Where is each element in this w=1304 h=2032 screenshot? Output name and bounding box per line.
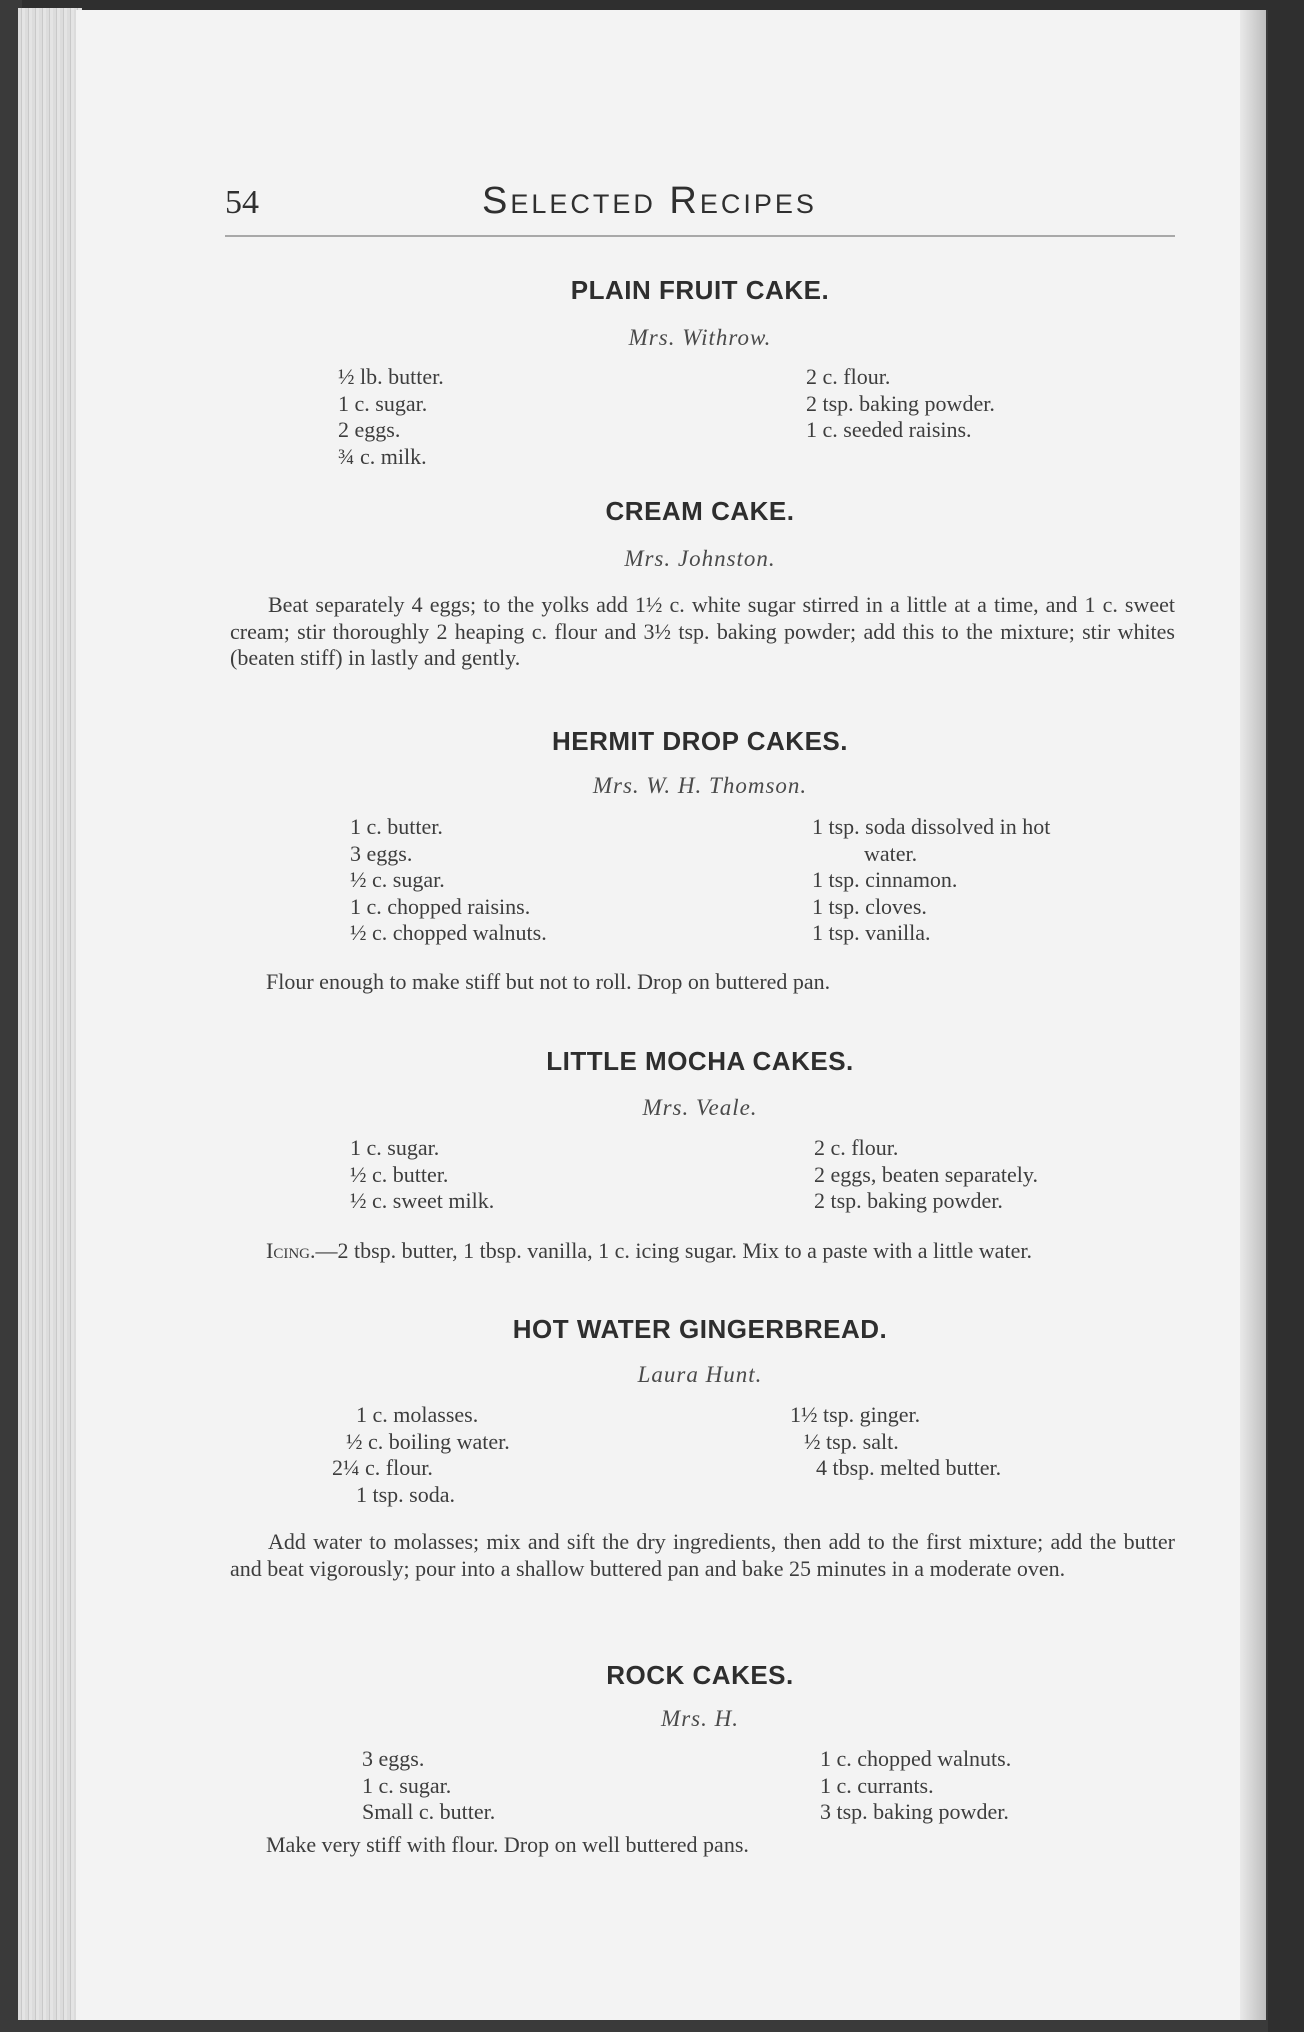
- ingredient: 1 c. sugar.: [338, 390, 428, 416]
- ingredient: 1 tsp. vanilla.: [812, 920, 931, 945]
- recipe-author: Mrs. Veale.: [642, 1095, 758, 1120]
- running-head: Selected Recipes: [482, 180, 817, 222]
- ingredient: ½ tsp. salt.: [804, 1428, 899, 1454]
- ingredient: ½ c. chopped walnuts.: [350, 920, 547, 945]
- recipe-author: Laura Hunt.: [637, 1362, 763, 1387]
- ingredients-right: [812, 814, 1050, 947]
- ingredient: water.: [864, 840, 918, 866]
- ingredients-right: [790, 1402, 1001, 1482]
- ingredient: ½ c. sweet milk.: [350, 1188, 495, 1213]
- ingredient: 1 c. chopped walnuts.: [820, 1746, 1012, 1771]
- ingredient: 2 eggs.: [338, 417, 401, 442]
- ingredient: 3 eggs.: [362, 1746, 425, 1771]
- ingredient: 1 c. currants.: [820, 1772, 934, 1798]
- ingredient: ¾ c. milk.: [338, 443, 427, 469]
- scan-frame-right: [1268, 0, 1304, 2032]
- ingredient: 2 tsp. baking powder.: [806, 390, 995, 416]
- ingredient: 1 c. chopped raisins.: [350, 893, 531, 919]
- recipe-title: CREAM CAKE.: [605, 496, 795, 526]
- ingredient: 1 c. butter.: [350, 814, 443, 839]
- ingredient: 2 c. flour.: [814, 1135, 899, 1160]
- icing-note: [228, 1238, 1173, 1265]
- recipe-method: Make very stiff with flour. Drop on well buttered pans.: [266, 1832, 749, 1857]
- icing-label: Icing.: [266, 1238, 316, 1263]
- ingredient: 1 tsp. cinnamon.: [812, 867, 958, 892]
- ingredients-left: [350, 814, 547, 947]
- ingredients-left: [338, 364, 444, 470]
- ingredient: ½ c. boiling water.: [346, 1428, 510, 1454]
- ingredient: 1½ tsp. ginger.: [790, 1402, 921, 1427]
- ingredient: 2 c. flour.: [806, 364, 891, 389]
- recipe-title: PLAIN FRUIT CAKE.: [570, 275, 830, 305]
- recipe-author: Mrs. Johnston.: [624, 546, 776, 571]
- ingredient: ½ lb. butter.: [338, 364, 444, 389]
- ingredients-right: [820, 1746, 1011, 1826]
- recipe-method: Beat separately 4 eggs; to the yolks add 1½ c. white sugar stirred in a little at a time, and 1 c. sweet cream; stir thoroughly 2 heaping c. flour and 3½ tsp. baking powder; add this to the mixture; stir whites (beaten stiff) in lastly and gently.: [230, 592, 1175, 670]
- recipe-title: ROCK CAKES.: [606, 1660, 794, 1690]
- ingredient: 1 tsp. cloves.: [812, 893, 927, 919]
- ingredient: 1 c. seeded raisins.: [806, 417, 972, 442]
- icing-text: —2 tbsp. butter, 1 tbsp. vanilla, 1 c. icing sugar. Mix to a paste with a little water.: [315, 1238, 1032, 1263]
- ingredient: 2 tsp. baking powder.: [814, 1188, 1003, 1213]
- recipe-title: LITTLE MOCHA CAKES.: [546, 1046, 854, 1076]
- ingredient: 1 tsp. soda dissolved in hot: [812, 814, 1051, 839]
- book-page-edges: [18, 8, 82, 2020]
- recipe-title: HERMIT DROP CAKES.: [552, 726, 848, 756]
- ingredient: ½ c. butter.: [350, 1161, 449, 1187]
- ingredients-left: [350, 1135, 494, 1215]
- header-rule: [225, 235, 1175, 237]
- ingredient: 1 c. molasses.: [356, 1402, 479, 1427]
- ingredient: Small c. butter.: [362, 1799, 496, 1824]
- recipe-method: Flour enough to make stiff but not to roll. Drop on buttered pan.: [266, 969, 831, 994]
- ingredient: 1 c. sugar.: [350, 1135, 440, 1160]
- ingredients-left: [332, 1402, 510, 1508]
- recipe-author: Mrs. Withrow.: [628, 325, 772, 350]
- ingredients-right: [814, 1135, 1038, 1215]
- ingredient: 2¼ c. flour.: [332, 1455, 433, 1480]
- ingredients-left: [362, 1746, 495, 1826]
- ingredient: 1 tsp. soda.: [356, 1481, 455, 1507]
- recipe-author: Mrs. H.: [661, 1706, 739, 1731]
- scan-frame-top: [0, 0, 1304, 10]
- recipe-method: Add water to molasses; mix and sift the dry ingredients, then add to the first mixture; add the butter and beat vigorously; pour into a shallow buttered pan and bake 25 minutes in a moderate oven.: [230, 1529, 1175, 1581]
- ingredient: 1 c. sugar.: [362, 1772, 452, 1798]
- ingredient: 3 eggs.: [350, 840, 413, 866]
- recipe-title: HOT WATER GINGERBREAD.: [512, 1314, 888, 1344]
- ingredient: 4 tbsp. melted butter.: [816, 1455, 1002, 1480]
- ingredient: 3 tsp. baking powder.: [820, 1799, 1009, 1824]
- page-gutter-shadow: [1240, 10, 1266, 2020]
- recipe-author: Mrs. W. H. Thomson.: [592, 773, 808, 798]
- ingredient: ½ c. sugar.: [350, 867, 445, 892]
- ingredients-right: [806, 364, 995, 444]
- page-number: 54: [225, 184, 259, 221]
- ingredient: 2 eggs, beaten separately.: [814, 1161, 1038, 1187]
